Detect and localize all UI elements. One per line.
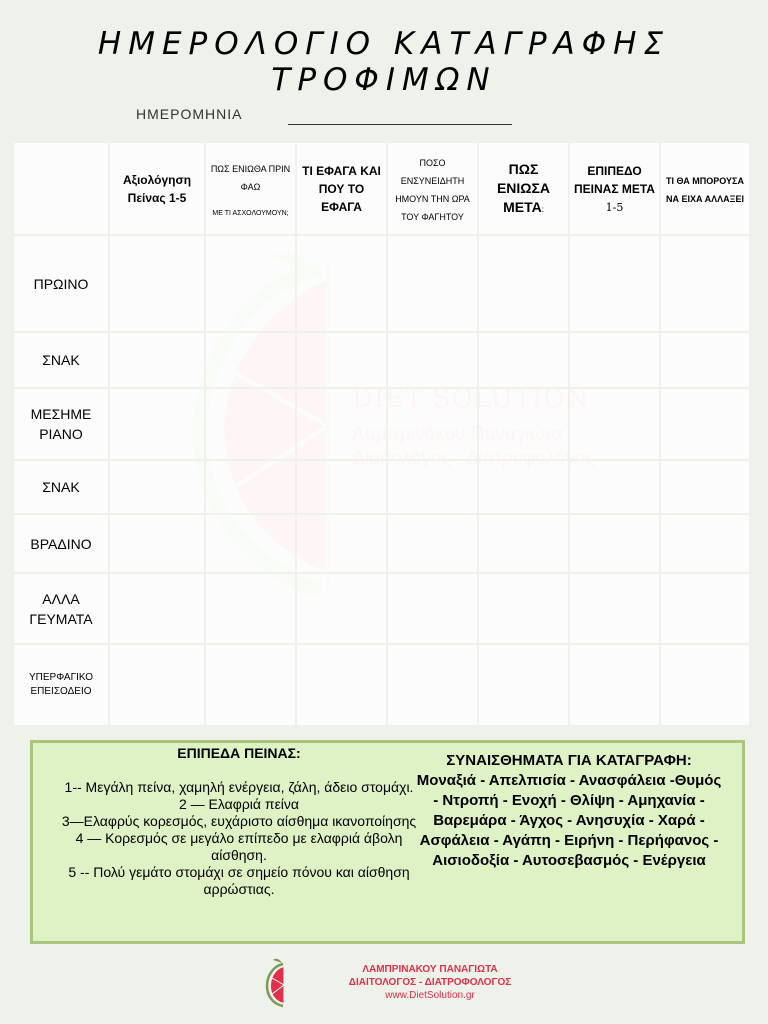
table-cell[interactable]: [569, 644, 660, 726]
footer-name: ΛΑΜΠΡΙΝΑΚΟΥ ΠΑΝΑΓΙΩΤΑ: [362, 964, 498, 975]
row-label-other-line2: ΓΕΥΜΑΤΑ: [29, 610, 93, 627]
table-cell[interactable]: [109, 514, 205, 573]
table-cell[interactable]: [478, 388, 569, 460]
table-cell[interactable]: [569, 332, 660, 388]
info-box: [30, 740, 745, 944]
footer-role: ΔΙΑΙΤΟΛΟΓΟΣ - ΔΙΑΤΡΟΦΟΛΟΓΟΣ: [348, 977, 512, 988]
table-row: [13, 388, 750, 460]
table-row: [13, 235, 750, 332]
table-cell[interactable]: [387, 514, 478, 573]
header-feeling-after-colon: :: [541, 205, 544, 214]
row-label-lunch-line2: ΡΙΑΝΟ: [39, 426, 83, 442]
table-cell[interactable]: [569, 573, 660, 644]
table-cell[interactable]: [205, 644, 296, 726]
row-label-binge-episode: [13, 644, 109, 726]
row-label-snack: ΣΝΑΚ: [13, 332, 109, 388]
table-row: [13, 460, 750, 514]
hunger-level-5: 5 -- Πολύ γεμάτο στομάχι σε σημείο πόνου και αίσθηση αρρώστιας.: [68, 864, 410, 897]
table-cell[interactable]: [109, 573, 205, 644]
header-feeling-before: ΠΩΣ ΕΝΙΩΘΑ ΠΡΙΝ ΦΑΩ ΜΕ ΤΙ ΑΣΧΟΛΟΥΜΟΥΝ;: [205, 142, 296, 235]
table-cell[interactable]: [205, 514, 296, 573]
table-cell[interactable]: [478, 460, 569, 514]
hunger-levels: [49, 745, 429, 898]
table-cell[interactable]: [569, 514, 660, 573]
header-row: [13, 142, 750, 235]
table-cell[interactable]: [205, 460, 296, 514]
table-cell[interactable]: [660, 514, 750, 573]
table-cell[interactable]: [478, 573, 569, 644]
table-cell[interactable]: [205, 235, 296, 332]
table-row: [13, 644, 750, 726]
table-cell[interactable]: [109, 388, 205, 460]
table-cell[interactable]: [569, 388, 660, 460]
table-cell[interactable]: [296, 514, 387, 573]
page-title: ΗΜΕΡΟΛΟΓΙΟ ΚΑΤΑΓΡΑΦΗΣ ΤΡΟΦΙΜΩΝ: [97, 26, 671, 98]
hunger-level-1: 1-- Μεγάλη πείνα, χαμηλή ενέργεια, ζάλη, άδειο στομάχι.: [64, 779, 414, 795]
table-row: [13, 332, 750, 388]
hunger-level-2: 2 — Ελαφριά πείνα: [178, 796, 300, 812]
header-hunger-after-range: 1-5: [605, 200, 624, 214]
row-label-lunch: [13, 388, 109, 460]
row-label-breakfast: ΠΡΩΙΝΟ: [13, 235, 109, 332]
table-cell[interactable]: [387, 460, 478, 514]
date-input-line[interactable]: [288, 124, 512, 125]
table-row: [13, 573, 750, 644]
table-cell[interactable]: [205, 388, 296, 460]
table-cell[interactable]: [387, 332, 478, 388]
row-label-binge-line2: ΕΠΕΙΣΟΔΕΙΟ: [30, 686, 92, 697]
table-cell[interactable]: [660, 332, 750, 388]
hunger-levels-title: ΕΠΙΠΕΔΑ ΠΕΙΝΑΣ:: [177, 745, 301, 761]
table-cell[interactable]: [660, 460, 750, 514]
footer-credits: [330, 963, 530, 1002]
table-cell[interactable]: [109, 460, 205, 514]
table-cell[interactable]: [296, 644, 387, 726]
table-cell[interactable]: [478, 644, 569, 726]
row-label-snack: ΣΝΑΚ: [13, 460, 109, 514]
table-cell[interactable]: [660, 573, 750, 644]
header-empty-cell: [13, 142, 109, 235]
table-cell[interactable]: [296, 235, 387, 332]
table-cell[interactable]: [478, 514, 569, 573]
table-cell[interactable]: [660, 644, 750, 726]
table-cell[interactable]: [569, 235, 660, 332]
table-cell[interactable]: [478, 332, 569, 388]
hunger-level-4: 4 — Κορεσμός σε μεγάλο επίπεδο με ελαφριά άβολη αίσθηση.: [75, 830, 403, 863]
table-cell[interactable]: [205, 332, 296, 388]
date-label: ΗΜΕΡΟΜΗΝΙΑ: [136, 106, 243, 122]
header-feeling-after: ΠΩΣ ΕΝΙΩΣΑ ΜΕΤΑ:: [478, 142, 569, 235]
emotions-title: ΣΥΝΑΙΣΘΗΜΑΤΑ ΓΙΑ ΚΑΤΑΓΡΑΦΗ:: [446, 752, 692, 769]
row-label-other-line1: ΑΛΛΑ: [42, 590, 80, 607]
header-feeling-before-sub: ΜΕ ΤΙ ΑΣΧΟΛΟΥΜΟΥΝ;: [212, 210, 289, 217]
header-hunger-after: ΕΠΙΠΕΔΟ ΠΕΙΝΑΣ ΜΕΤΑ 1-5: [569, 142, 660, 235]
hunger-level-3: 3—Ελαφρύς κορεσμός, ευχάριστο αίσθημα ικανοποίησης: [61, 813, 417, 829]
fruit-slice-logo-icon: [265, 958, 295, 1008]
row-label-lunch-line1: ΜΕΣΗΜΕ: [30, 406, 92, 422]
row-label-dinner: ΒΡΑΔΙΝΟ: [13, 514, 109, 573]
table-cell[interactable]: [569, 460, 660, 514]
row-label-binge-line1: ΥΠΕΡΦΑΓΙΚΟ: [28, 672, 94, 683]
table-cell[interactable]: [660, 235, 750, 332]
emotions-list: Μοναξιά - Απελπισία - Ανασφάλεια -Θυμός - Ντροπή - Ενοχή - Θλίψη - Αμηχανία - Βαρεμάρα - Άγχος - Ανησυχία - Χαρά - Ασφάλεια - Αγάπη - Ειρήνη - Περήφανος - Αισιοδοξία - Αυτοσεβασμός - Ενέργεια: [416, 772, 722, 869]
table-cell[interactable]: [109, 644, 205, 726]
table-cell[interactable]: [478, 235, 569, 332]
table-row: [13, 514, 750, 573]
food-diary-table: [12, 141, 751, 727]
table-cell[interactable]: [296, 388, 387, 460]
table-cell[interactable]: [387, 573, 478, 644]
table-cell[interactable]: [387, 388, 478, 460]
table-cell[interactable]: [296, 460, 387, 514]
row-label-other-meals: [13, 573, 109, 644]
table-cell[interactable]: [205, 573, 296, 644]
table-cell[interactable]: [109, 332, 205, 388]
footer-url[interactable]: www.DietSolution.gr: [385, 990, 475, 1001]
table-cell[interactable]: [296, 332, 387, 388]
header-awareness: ΠΟΣΟ ΕΝΣΥΝΕΙΔΗΤΗ ΗΜΟΥΝ ΤΗΝ ΩΡΑ ΤΟΥ ΦΑΓΗΤΟΥ: [387, 142, 478, 235]
table-cell[interactable]: [387, 644, 478, 726]
table-cell[interactable]: [387, 235, 478, 332]
table-cell[interactable]: [109, 235, 205, 332]
header-could-change: ΤΙ ΘΑ ΜΠΟΡΟΥΣΑ ΝΑ ΕΙΧΑ ΑΛΛΑΞΕΙ: [660, 142, 750, 235]
table-cell[interactable]: [296, 573, 387, 644]
header-what-where: ΤΙ ΕΦΑΓΑ ΚΑΙ ΠΟΥ ΤΟ ΕΦΑΓΑ: [296, 142, 387, 235]
table-cell[interactable]: [660, 388, 750, 460]
header-hunger-rating: Αξιολόγηση Πείνας 1-5: [109, 142, 205, 235]
emotions: [413, 751, 725, 871]
